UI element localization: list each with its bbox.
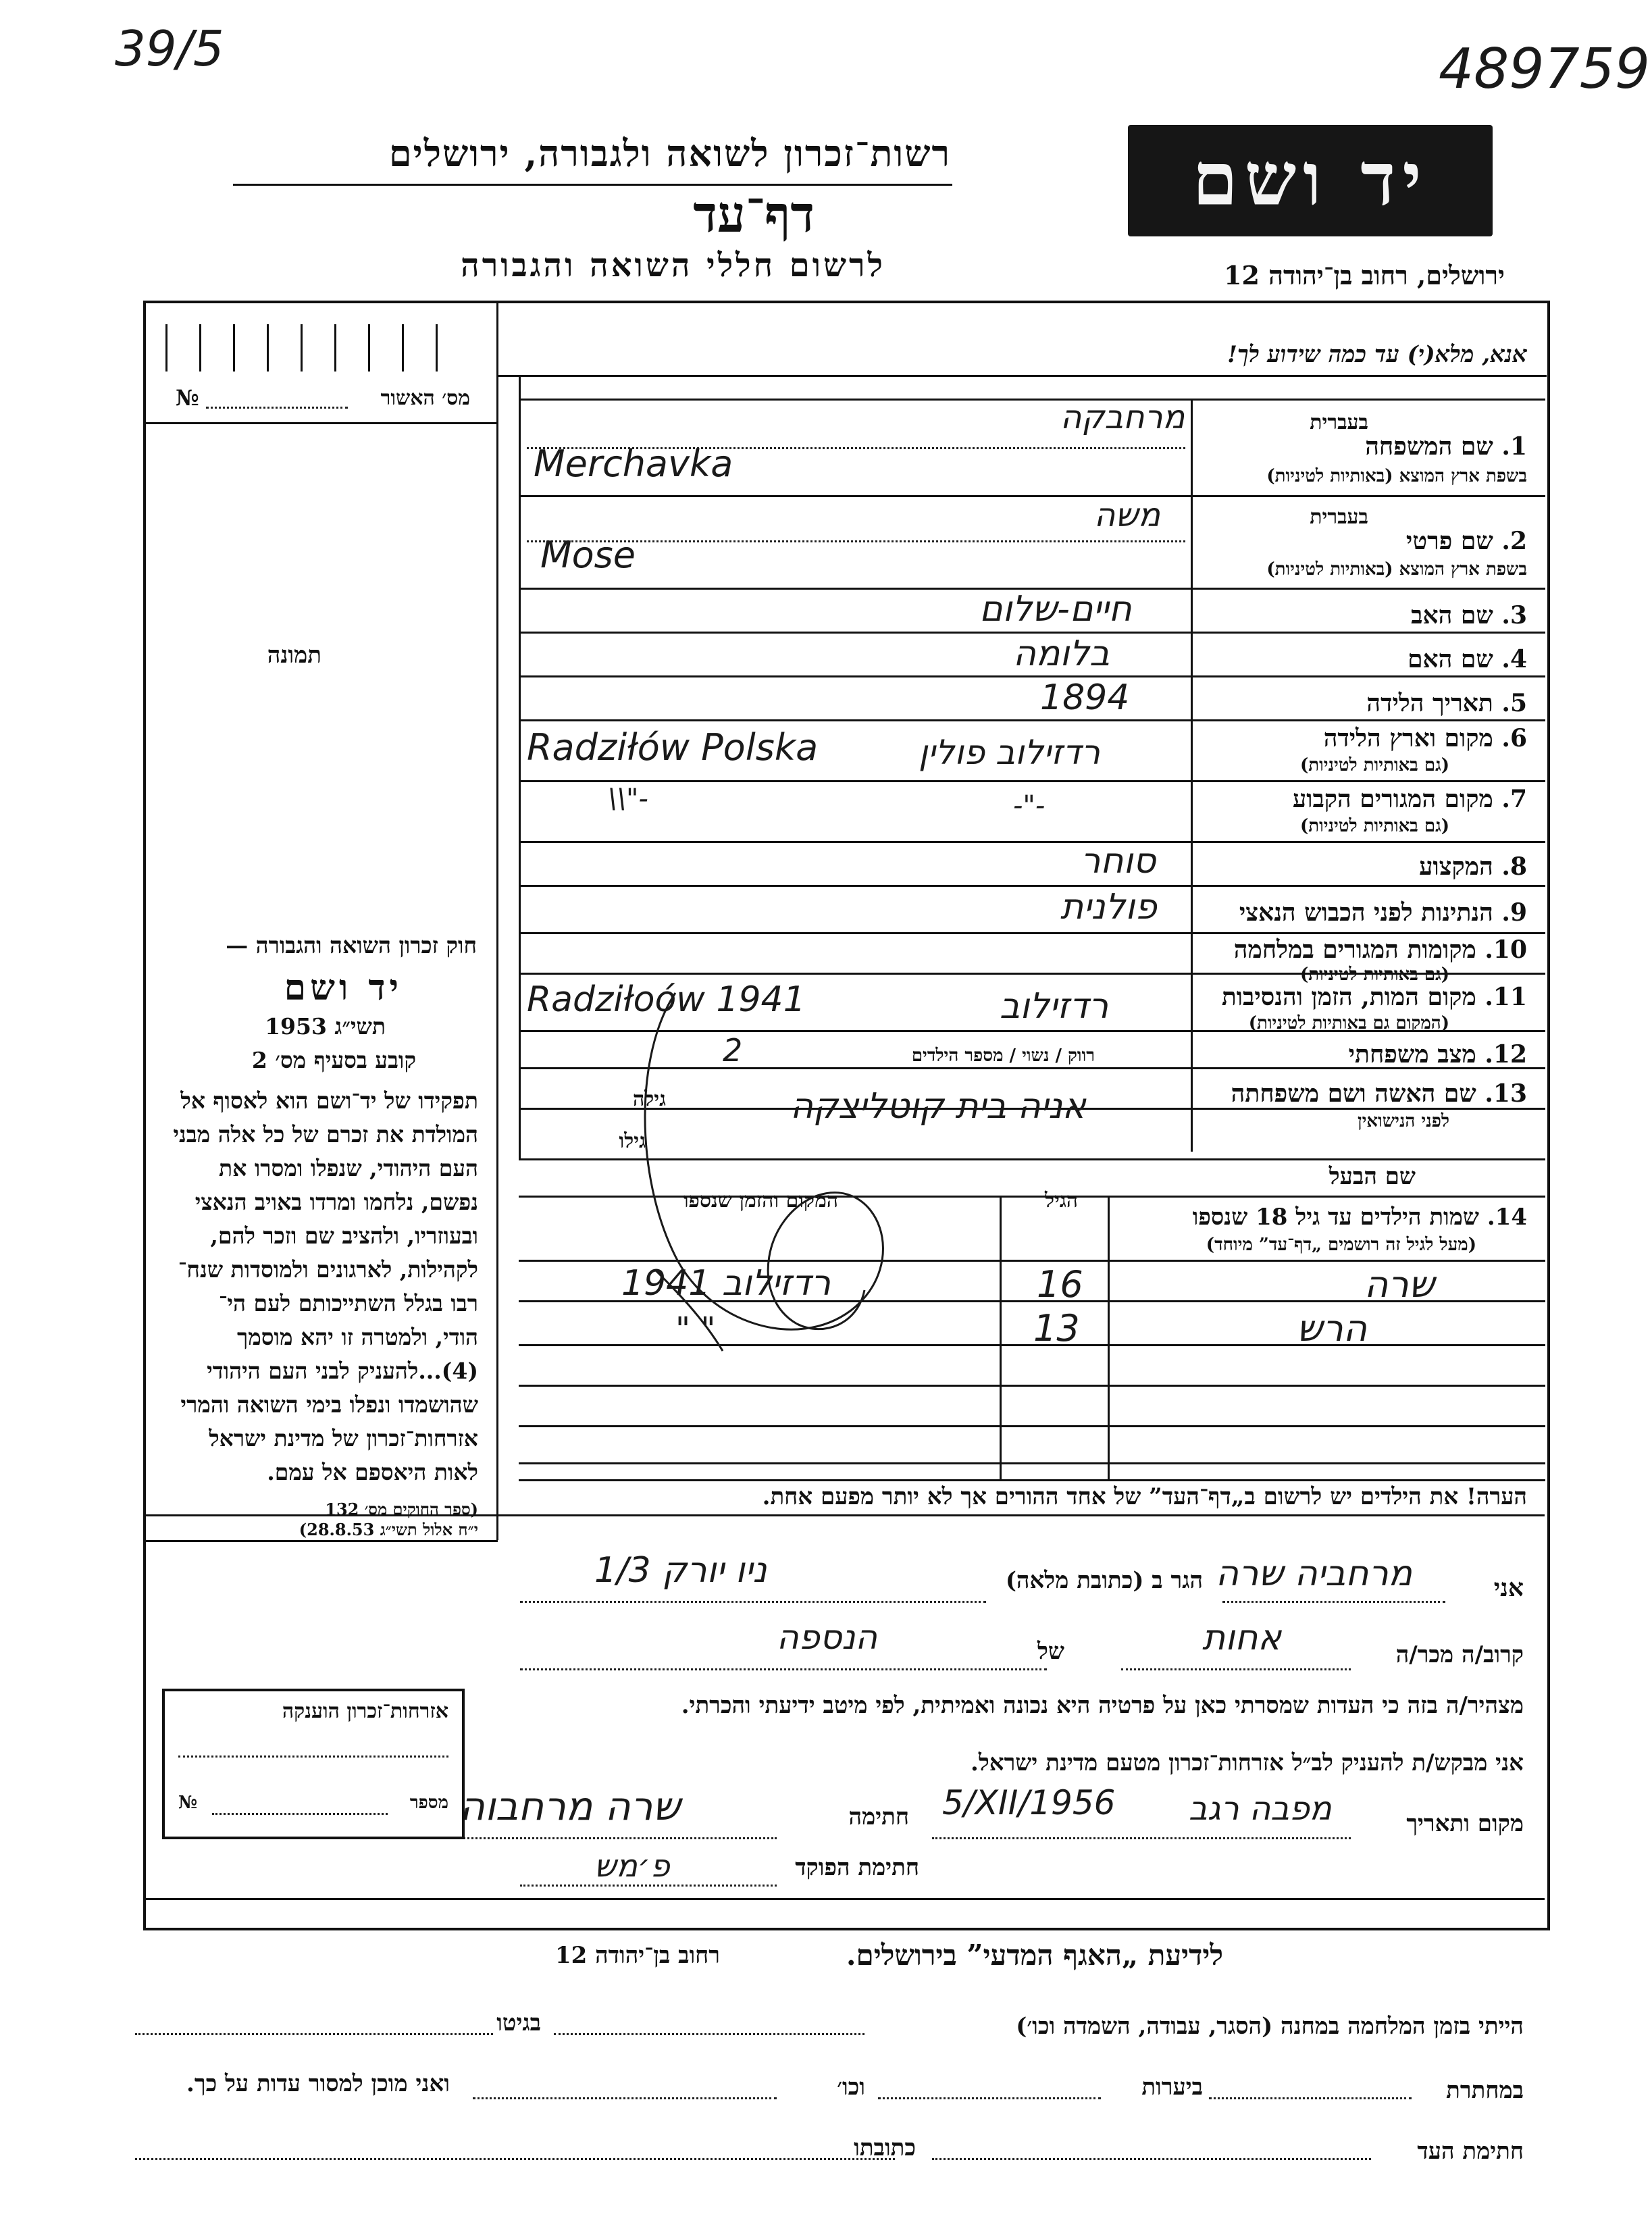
- husband-label: שם הבעל: [1328, 1163, 1416, 1190]
- f8-label: 8. המקצוע: [1419, 852, 1527, 881]
- f11-sublabel: (המקום גם באותיות לטיניות): [1248, 1013, 1449, 1033]
- f2-value-hebrew[interactable]: משה: [1094, 496, 1160, 534]
- decl-place-date: מקום ותאריך: [1406, 1810, 1524, 1837]
- f7-value-latin[interactable]: \\"-: [608, 784, 648, 815]
- law-line-9: (4)...להעניק לבני העם היהודי: [207, 1358, 478, 1384]
- f7-sublabel: (גם באותיות לטיניות): [1299, 816, 1449, 836]
- footer-heading: לידיעת „האגף המדעי” בירושלים.: [846, 1939, 1223, 1972]
- f2-sublabel: בשפת ארץ המוצא (באותיות לטיניות): [1266, 559, 1527, 580]
- instruction: אנא, מלא(י) עד כמה שידוע לך!: [1227, 341, 1527, 368]
- f10-sublabel: (גם באותיות לטיניות): [1299, 965, 1449, 985]
- decl-request: אני מבקש/ת להעניק לב״ל אזרחות־זכרון מטעם מדינת ישראל.: [971, 1749, 1524, 1776]
- f7-value-hebrew[interactable]: -"-: [1013, 790, 1046, 821]
- f13-age-label: גילה: [632, 1087, 666, 1111]
- f3-value[interactable]: חיים-שלום: [979, 589, 1132, 630]
- footer-underground: במחתרת: [1446, 2077, 1524, 2104]
- f6-value-hebrew[interactable]: רדזילוב פולין: [919, 733, 1100, 772]
- decl-name[interactable]: מרחביה שרה: [1216, 1554, 1413, 1594]
- law-line-3: העם היהודי, שנפלו ומסרו את: [219, 1155, 478, 1181]
- f6-label: 6. מקום וארץ הלידה: [1323, 724, 1527, 752]
- f13-value[interactable]: אניה בית קוטליצקה: [790, 1086, 1086, 1127]
- approval-number: №: [176, 385, 199, 411]
- child-2-place[interactable]: " ": [675, 1310, 716, 1348]
- decl-signature-label: חתימה: [848, 1803, 909, 1830]
- f2-value-latin[interactable]: Mose: [540, 534, 636, 576]
- decl-resides: הגר ב (כתובת מלאה): [1005, 1567, 1203, 1594]
- left-column-divider: [496, 301, 498, 1540]
- org-name: רשות־זכרון לשואה ולגבורה, ירושלים: [388, 132, 951, 175]
- decl-of: של: [1037, 1638, 1064, 1665]
- law-line-10: שהושמדו ונפלו בימי השואה והמרי: [180, 1391, 478, 1418]
- f12-options: רווק / נשוי / מספר הילדים: [911, 1046, 1095, 1066]
- law-line-11: אזרחות־זכרון של מדינת ישראל: [209, 1425, 478, 1452]
- f11-label: 11. מקום המות, הזמן והנסיבות: [1221, 983, 1527, 1011]
- left-column-bottom: [143, 1540, 498, 1542]
- decl-statement: מצהיר/ה בזה כי העדות שמסרתי כאן על פרטיה היא נכונה ואמיתית, לפי מיטב ידיעתי והכרתי.: [681, 1692, 1524, 1719]
- f4-value[interactable]: בלומה: [1013, 634, 1110, 674]
- form-subtitle: לרשום חללי השואה והגבורה: [461, 247, 885, 284]
- f6-sublabel: (גם באותיות לטיניות): [1299, 755, 1449, 775]
- cert-box: [162, 1689, 465, 1839]
- law-line-4: נפשם, נלחמו ומרדו באויב הנאצי: [195, 1189, 478, 1215]
- archive-mark: 39/5: [115, 20, 224, 77]
- law-line-8: הודי, ולמטרה זו יהא מוסמך: [237, 1324, 478, 1350]
- approval-field: [206, 407, 348, 409]
- cert-box-number-label: מספר: [409, 1793, 448, 1813]
- law-line-6: לקהילות, לארגונים ולמוסדות שנח־: [178, 1256, 478, 1283]
- decl-official-label: חתימת הפוקד: [795, 1854, 919, 1881]
- law-line-5: ובעוזריו, ולהציב שם וזכר להם,: [210, 1223, 478, 1249]
- law-name: יד ושם: [284, 967, 403, 1008]
- child-1-age[interactable]: 16: [1037, 1263, 1083, 1306]
- decl-official-signature[interactable]: פ׳מש: [594, 1847, 670, 1884]
- decl-place[interactable]: מפבה רגב: [1189, 1790, 1332, 1828]
- child-2-name[interactable]: הרש: [1297, 1307, 1368, 1350]
- decl-signature[interactable]: שרה מרחבוה: [459, 1783, 681, 1829]
- law-year: תשי״ג 1953: [265, 1013, 386, 1040]
- approval-label: מס׳ האשור: [380, 386, 470, 410]
- org-underline: [233, 184, 952, 186]
- photo-label: תמונה: [267, 642, 321, 669]
- form-title: דף־עד: [693, 186, 815, 244]
- children-col-place: המקום והזמן שנספו: [683, 1189, 838, 1212]
- children-label: 14. שמות הילדים עד גיל 18 שנספו: [1192, 1204, 1527, 1231]
- law-line-1: תפקידו של יד־ושם הוא לאסוף אל: [180, 1087, 478, 1114]
- f13-label: 13. שם האשה ושם משפחתה: [1231, 1079, 1527, 1108]
- f13-sublabel: לפני הנישואין: [1357, 1111, 1449, 1131]
- footer-address: רחוב בן־יהודה 12: [554, 1942, 720, 1969]
- decl-address[interactable]: ניו יורק 1/3: [594, 1550, 767, 1591]
- f2-hebrew-tag: בעברית: [1310, 505, 1368, 529]
- cert-box-number: №: [178, 1793, 198, 1813]
- f8-value[interactable]: סוחר: [1081, 841, 1156, 881]
- decl-date[interactable]: 5/XII/1956: [942, 1783, 1116, 1822]
- f1-hebrew-tag: בעברית: [1310, 411, 1368, 434]
- tick-strip: [165, 324, 476, 372]
- f12-label: 12. מצב משפחתי: [1348, 1040, 1527, 1069]
- decl-relative: קרוב/ה מכר/ה: [1395, 1641, 1524, 1668]
- footer-ghetto: בגיטו: [496, 2009, 541, 2036]
- approval-separator: [143, 422, 498, 424]
- law-ref-1: (ספר החוקים מס׳ 132: [325, 1500, 478, 1519]
- law-ref-2: י״ח אלול תשי״ג 28.8.53): [299, 1520, 478, 1539]
- f1-label: 1. שם המשפחה: [1365, 432, 1527, 461]
- law-heading: חוק זכרון השואה והגבורה —: [226, 932, 477, 958]
- decl-relative-value[interactable]: אחות: [1202, 1618, 1282, 1658]
- note: הערה! את הילדים יש לרשום ב„דף־העד” של אחד ההורים אך לא יותר מפעם אחת.: [762, 1483, 1527, 1510]
- child-2-age[interactable]: 13: [1033, 1307, 1080, 1350]
- decl-i: אני: [1493, 1574, 1524, 1602]
- law-line-2: המולדת את זכרם של כל אלה מבני: [173, 1121, 478, 1148]
- f1-value-hebrew[interactable]: מרחבקה: [1060, 399, 1185, 436]
- footer-etc: וכו׳: [837, 2074, 865, 2101]
- child-1-name[interactable]: שרה: [1364, 1263, 1435, 1306]
- f11-value-latin[interactable]: Radziłoów 1941: [527, 979, 806, 1020]
- footer-forests: ביערות: [1141, 2074, 1203, 2101]
- f4-label: 4. שם האם: [1408, 645, 1527, 673]
- f9-value[interactable]: פולנית: [1060, 887, 1157, 927]
- yad-vashem-logo: יד ושם: [1128, 125, 1493, 236]
- law-line-7: רבו בגלל השתייכותם לעם הי־: [218, 1290, 478, 1316]
- law-clause: קובע בסעיף מס׳ 2: [251, 1047, 416, 1073]
- decl-of-value[interactable]: הנספה: [777, 1618, 878, 1657]
- children-col-age: הגיל: [1044, 1189, 1078, 1212]
- f12-value[interactable]: 2: [723, 1032, 743, 1069]
- pen-scribble: [594, 973, 1000, 1378]
- f5-label: 5. תאריך הלידה: [1366, 689, 1527, 717]
- children-sublabel: (מעל לגיל זה רושמים „דף־עד” מיוחד): [1206, 1235, 1476, 1255]
- f7-label: 7. מקום המגורים הקבוע: [1292, 785, 1527, 813]
- header-address: ירושלים, רחוב בן־יהודה 12: [1224, 260, 1505, 290]
- footer-witness-address: כתובתו: [854, 2134, 916, 2161]
- f3-label: 3. שם האב: [1411, 601, 1527, 630]
- footer-camp: הייתי בזמן המלחמה במחנה (הסגר, עבודה, השמדה וכו׳): [1016, 2013, 1524, 2040]
- law-line-12: לאות היאספם אל עמם.: [267, 1459, 478, 1485]
- f1-value-latin[interactable]: Merchavka: [534, 442, 733, 485]
- child-1-place[interactable]: רדזילוב 1941: [621, 1263, 831, 1304]
- f6-value-latin[interactable]: Radziłów Polska: [527, 726, 819, 769]
- record-number: 489759: [1439, 37, 1651, 101]
- f11-value-hebrew[interactable]: רדזילוב: [1000, 986, 1109, 1027]
- footer-ready: ואני מוכן למסור עדות על כך.: [186, 2070, 450, 2097]
- footer-witness-signature: חתימת העד: [1417, 2138, 1524, 2165]
- f10-label: 10. מקומות המגורים במלחמה: [1233, 936, 1527, 964]
- f5-value[interactable]: 1894: [1040, 677, 1130, 718]
- f9-label: 9. הנתינות לפני הכבוש הנאצי: [1239, 898, 1527, 927]
- cert-box-title: אזרחות־זכרון הוענקה: [282, 1699, 448, 1723]
- husband-age-label: גילו: [619, 1129, 646, 1153]
- f1-sublabel: בשפת ארץ המוצא (באותיות לטיניות): [1266, 466, 1527, 486]
- f2-label: 2. שם פרטי: [1405, 527, 1527, 555]
